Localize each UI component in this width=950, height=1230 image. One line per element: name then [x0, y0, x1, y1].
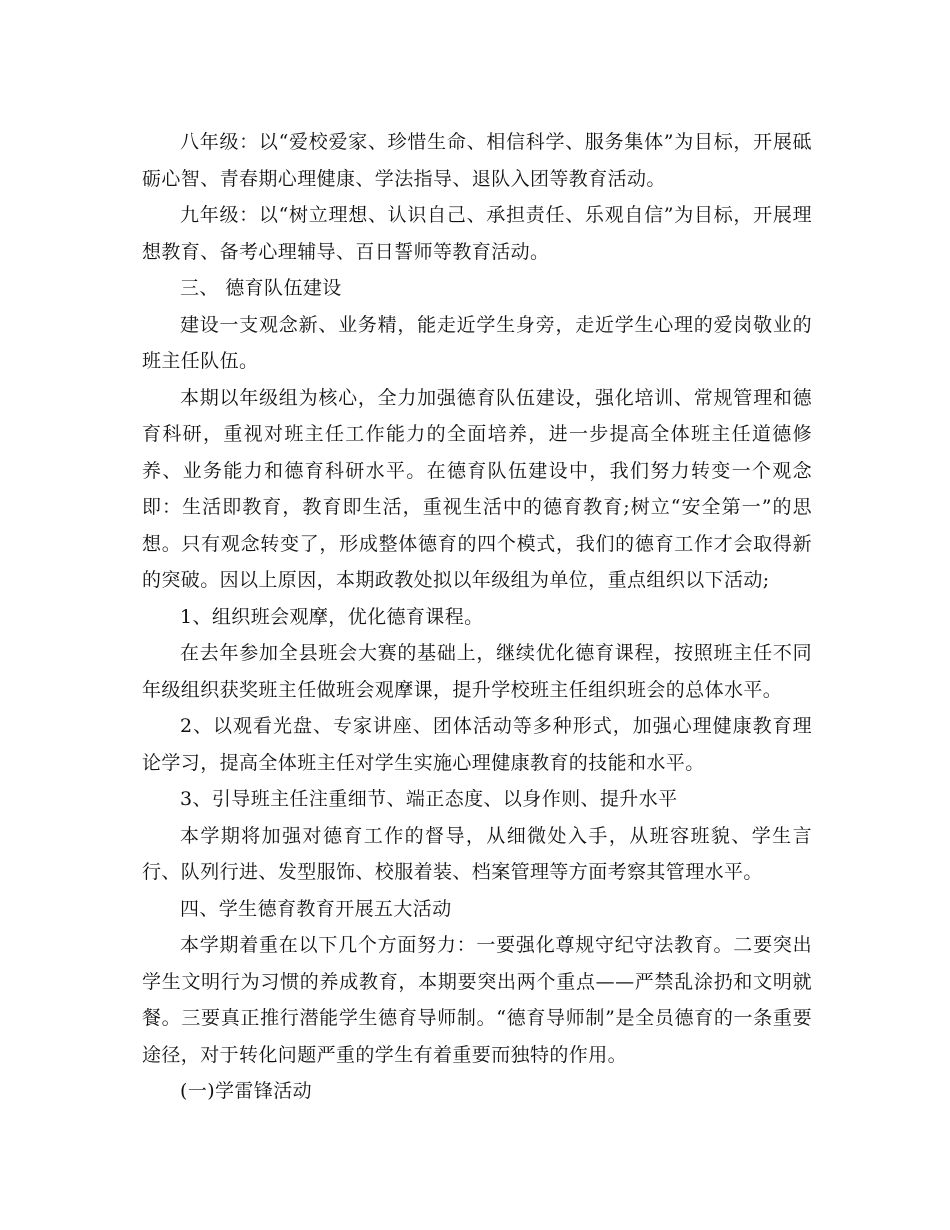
paragraph-supervision: 本学期将加强对德育工作的督导，从细微处入手，从班容班貌、学生言行、队列行进、发型服饰、校服着装、档案管理等方面考察其管理水平。 — [142, 824, 812, 883]
paragraph-focus-areas: 本学期着重在以下几个方面努力：一要强化尊规守纪守法教育。二要突出学生文明行为习惯的养成教育，本期要突出两个重点——严禁乱涂扔和文明就餐。三要真正推行潜能学生德育导师制。“德育导师制”是全员德育的一条重要途径，对于转化问题严重的学生有着重要而独特的作用。 — [142, 934, 812, 1066]
item-heading-class-meeting: 1、组织班会观摩，优化德育课程。 — [180, 605, 484, 628]
paragraph-team-goal: 建设一支观念新、业务精，能走近学生身旁，走近学生心理的爱岗敬业的班主任队伍。 — [142, 313, 812, 372]
section-heading-five-activities: 四、学生德育教育开展五大活动 — [180, 897, 452, 920]
item-heading-guidance: 3、引导班主任注重细节、端正态度、以身作则、提升水平 — [180, 788, 678, 810]
paragraph-mental-health: 2、以观看光盘、专家讲座、团体活动等多种形式，加强心理健康教育理论学习，提高全体班主任对学生实施心理健康教育的技能和水平。 — [142, 715, 812, 774]
section-heading-team-building: 三、 德育队伍建设 — [180, 277, 342, 299]
document-body — [142, 124, 812, 1110]
paragraph-grade-eight: 八年级：以“爱校爱家、珍惜生命、相信科学、服务集体”为目标，开展砥砺心智、青春期心理健康、学法指导、退队入团等教育活动。 — [142, 131, 812, 190]
paragraph-team-plan: 本期以年级组为核心，全力加强德育队伍建设，强化培训、常规管理和德育科研，重视对班主任工作能力的全面培养，进一步提高全体班主任道德修养、业务能力和德育科研水平。在德育队伍建设中，我们努力转变一个观念即：生活即教育，教育即生活，重视生活中的德育教育;树立“安全第一”的思想。只有观念转变了，形成整体德育的四个模式，我们的德育工作才会取得新的突破。因以上原因，本期政教处拟以年级组为单位，重点组织以下活动; — [142, 386, 812, 591]
subsection-heading-lei-feng: (一)学雷锋活动 — [180, 1080, 313, 1102]
paragraph-grade-nine: 九年级：以“树立理想、认识自己、承担责任、乐观自信”为目标，开展理想教育、备考心理辅导、百日誓师等教育活动。 — [142, 204, 812, 263]
paragraph-class-meeting: 在去年参加全县班会大赛的基础上，继续优化德育课程，按照班主任不同年级组织获奖班主任做班会观摩课，提升学校班主任组织班会的总体水平。 — [142, 642, 812, 701]
